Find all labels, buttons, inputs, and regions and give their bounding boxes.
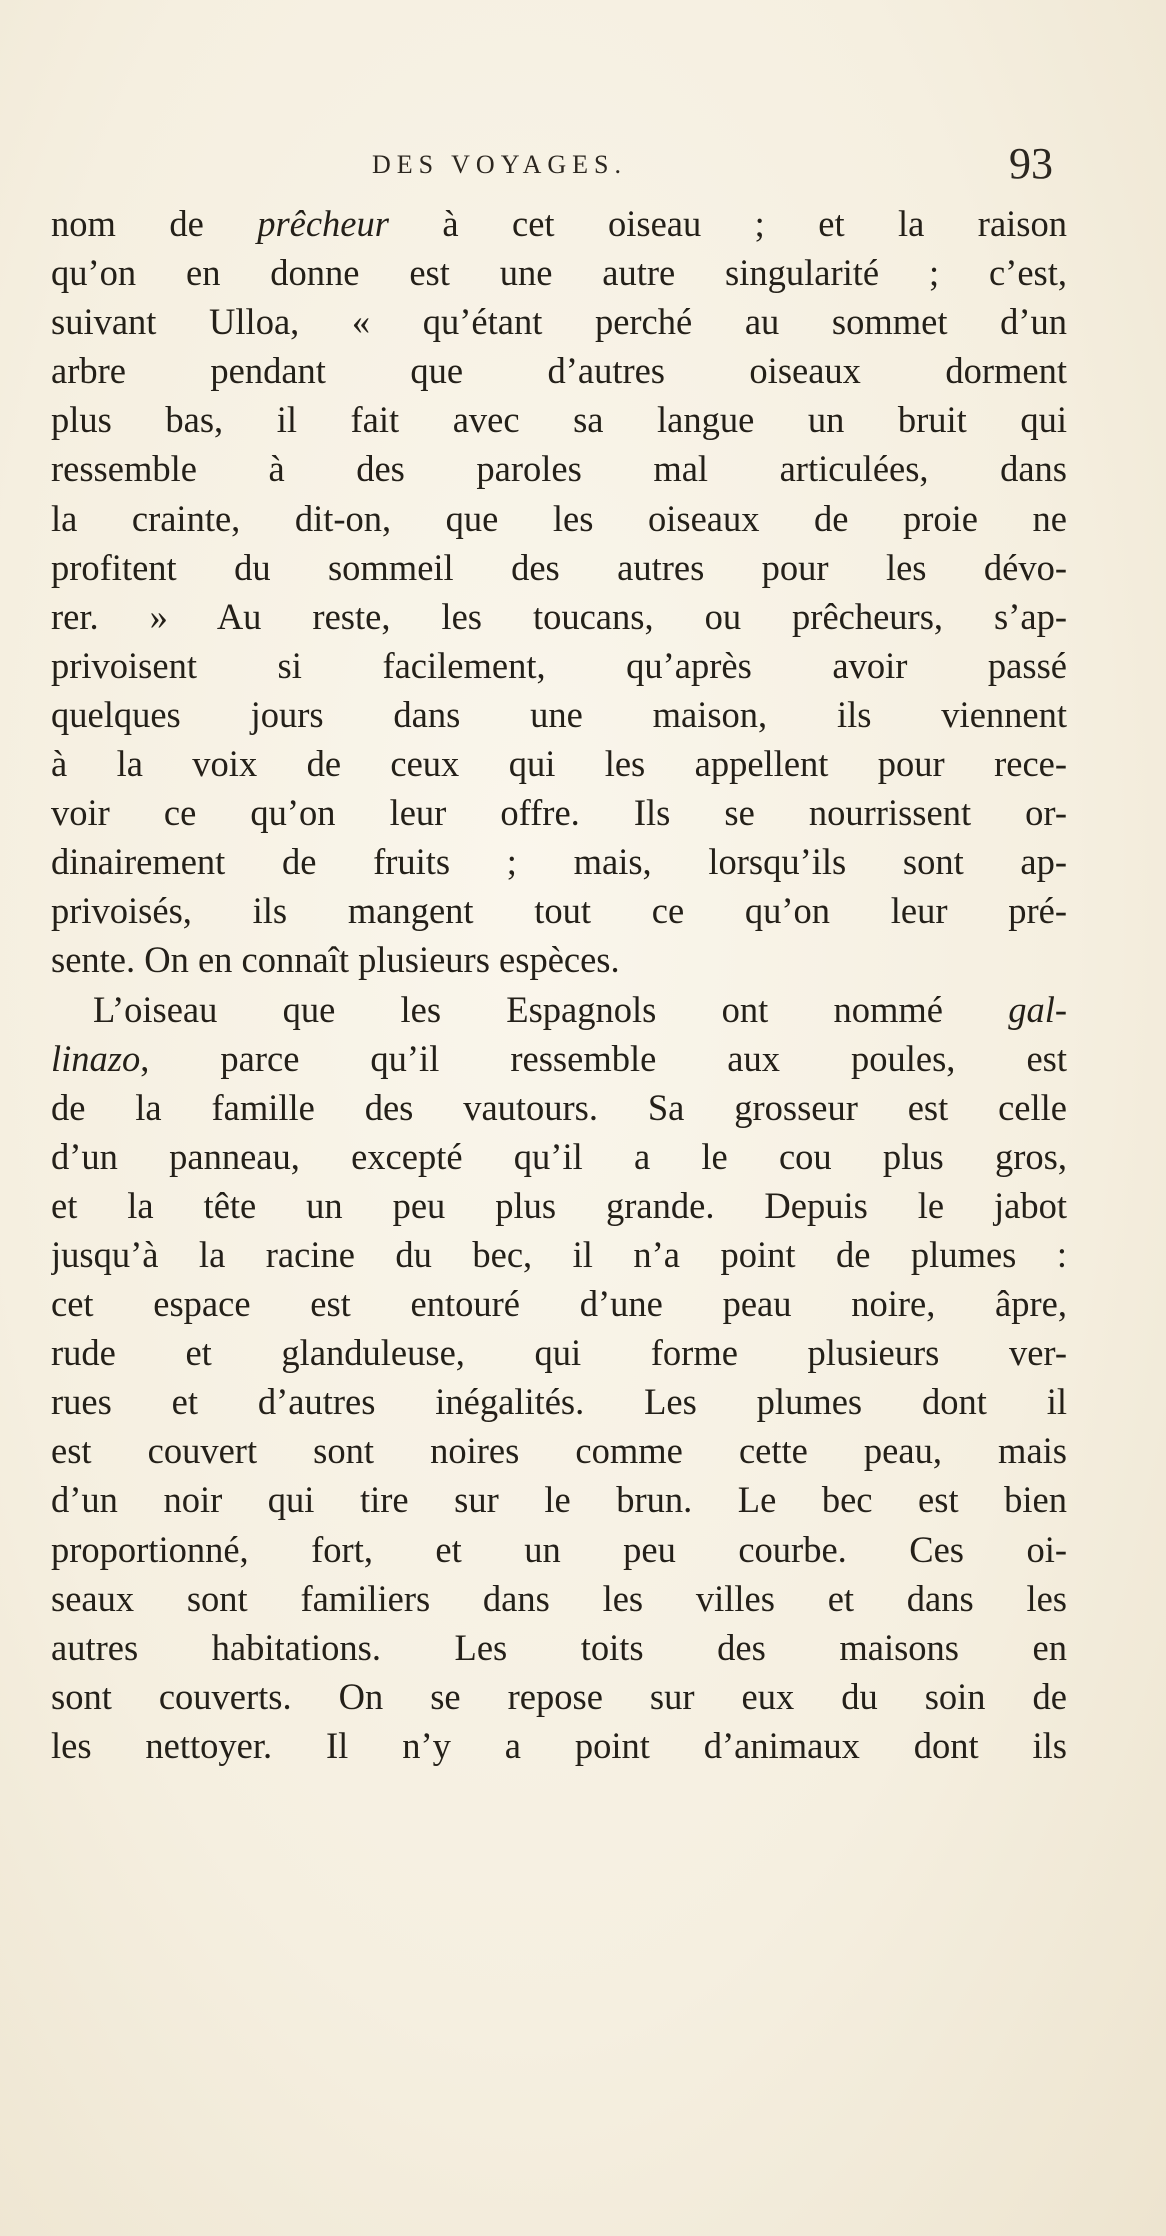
text-line: L’oiseau que les Espagnols ont nommé gal- [93,988,1067,1030]
text-line: jusqu’à la racine du bec, il n’a point de plumes : [51,1233,1067,1275]
text-line: suivant Ulloa, « qu’étant perché au sommet d’un [51,301,1067,343]
text-line: linazo, parce qu’il ressemble aux poules, est [51,1037,1067,1079]
text-line: la crainte, dit-on, que les oiseaux de proie ne [51,497,1067,539]
text-line: rude et glanduleuse, qui forme plusieurs ver- [51,1332,1067,1374]
text-line: d’un noir qui tire sur le brun. Le bec est bien [51,1479,1067,1521]
text-line: quelques jours dans une maison, ils viennent [51,693,1067,735]
text-line: et la tête un peu plus grande. Depuis le jabot [51,1184,1067,1226]
text-line: voir ce qu’on leur offre. Ils se nourrissent or- [51,792,1067,834]
running-title: DES VOYAGES. [372,150,627,179]
text-line: de la famille des vautours. Sa grosseur est celle [51,1086,1067,1128]
text-line: d’un panneau, excepté qu’il a le cou plus gros, [51,1135,1067,1177]
text-line: proportionné, fort, et un peu courbe. Ces oi- [51,1528,1067,1570]
text-line: sente. On en connaît plusieurs espèces. [51,939,620,981]
text-line: dinairement de fruits ; mais, lorsqu’ils sont ap- [51,841,1067,883]
text-line: les nettoyer. Il n’y a point d’animaux dont ils [51,1724,1067,1766]
text-line: ressemble à des paroles mal articulées, dans [51,448,1067,490]
text-line: à la voix de ceux qui les appellent pour rece- [51,743,1067,785]
text-body [51,199,1067,1770]
text-line: sont couverts. On se repose sur eux du soin de [51,1675,1067,1717]
text-line: nom de prêcheur à cet oiseau ; et la raison [51,203,1067,244]
page-number: 93 [1009,139,1053,188]
text-line: privoisent si facilement, qu’après avoir passé [51,644,1067,686]
text-line: rer. » Au reste, les toucans, ou prêcheurs, s’ap- [51,595,1067,637]
text-line: arbre pendant que d’autres oiseaux dorment [51,350,1067,392]
text-line: rues et d’autres inégalités. Les plumes dont il [51,1381,1067,1423]
text-line: qu’on en donne est une autre singularité ; c’est, [51,252,1067,294]
text-line: autres habitations. Les toits des maisons en [51,1626,1067,1668]
text-line: est couvert sont noires comme cette peau, mais [51,1430,1067,1472]
text-line: plus bas, il fait avec sa langue un bruit qui [51,399,1067,441]
text-line: privoisés, ils mangent tout ce qu’on leur pré- [51,890,1067,932]
text-line: cet espace est entouré d’une peau noire, âpre, [51,1283,1067,1325]
text-line: seaux sont familiers dans les villes et dans les [51,1577,1067,1619]
text-line: profitent du sommeil des autres pour les dévo- [51,546,1067,588]
